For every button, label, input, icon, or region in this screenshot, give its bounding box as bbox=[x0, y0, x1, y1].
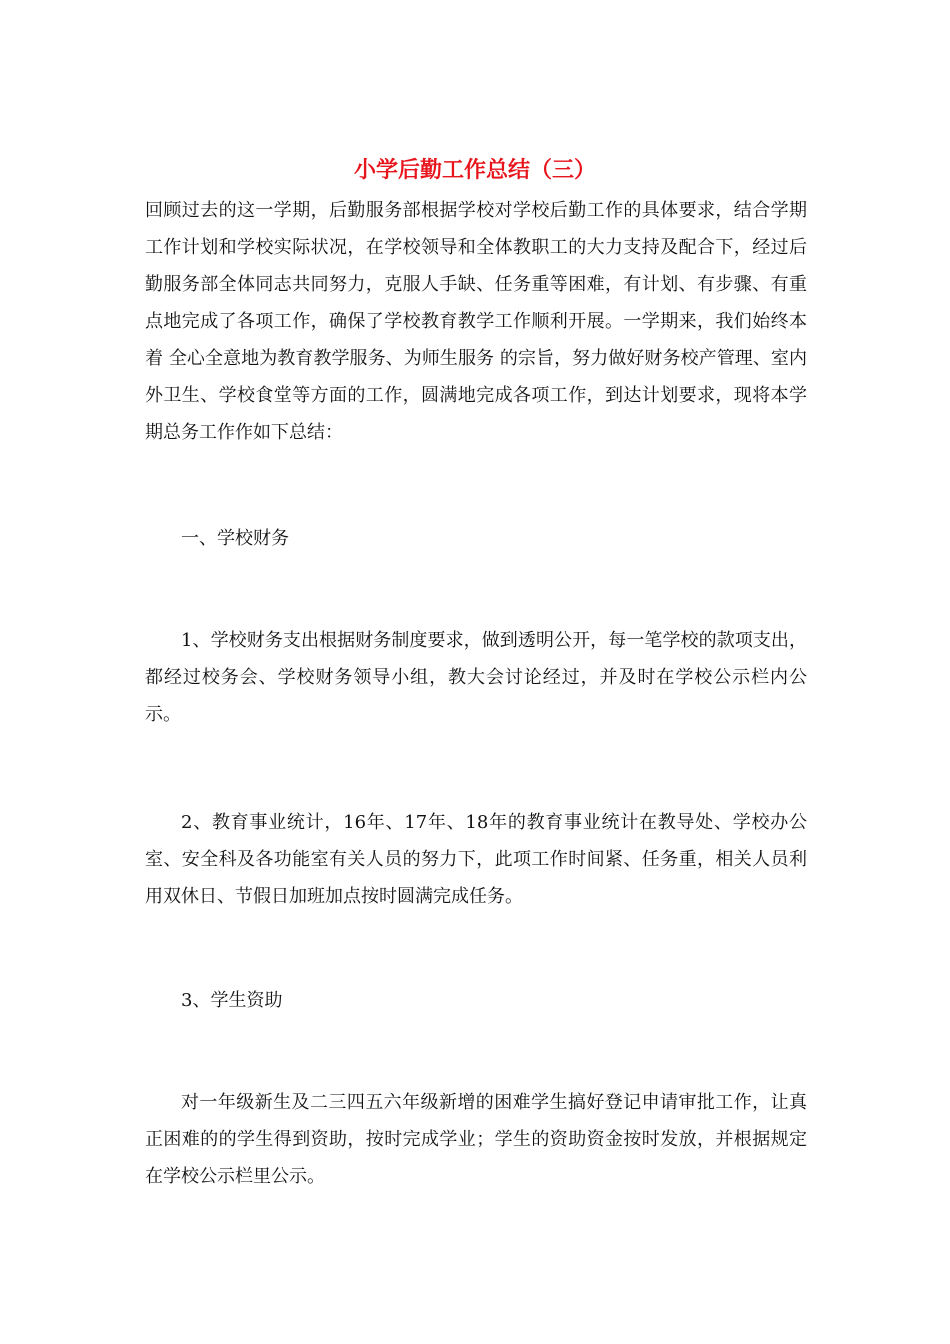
document-title: 小学后勤工作总结（三） bbox=[353, 157, 596, 183]
paragraph-student-aid: 对一年级新生及二三四五六年级新增的困难学生搞好登记申请审批工作，让真正困难的的学生得到资助，按时完成学业；学生的资助资金按时发放，并根据规定在学校公示栏里公示。 bbox=[145, 1092, 807, 1187]
subsection-heading-student-aid: 3、学生资助 bbox=[181, 990, 283, 1011]
paragraph-item-2: 2、教育事业统计，16年、17年、18年的教育事业统计在教导处、学校办公室、安全科及各功能室有关人员的努力下，此项工作时间紧、任务重，相关人员利用双休日、节假日加班加点按时圆满完成任务。 bbox=[145, 812, 807, 907]
section-heading-finance: 一、学校财务 bbox=[181, 528, 289, 549]
paragraph-item-1: 1、学校财务支出根据财务制度要求，做到透明公开，每一笔学校的款项支出，都经过校务会、学校财务领导小组，教大会讨论经过，并及时在学校公示栏内公示。 bbox=[145, 630, 807, 725]
intro-paragraph: 回顾过去的这一学期，后勤服务部根据学校对学校后勤工作的具体要求，结合学期工作计划和学校实际状况，在学校领导和全体教职工的大力支持及配合下，经过后勤服务部全体同志共同努力，克服人手缺、任务重等困难，有计划、有步骤、有重点地完成了各项工作，确保了学校教育教学工作顺利开展。一学期来，我们始终本着 全心全意地为教育教学服务、为师生服务 的宗旨，努力做好财务校产管理、室内外卫生、学校食堂等方面的工作，圆满地完成各项工作，到达计划要求，现将本学期总务工作作如下总结： bbox=[145, 200, 807, 443]
